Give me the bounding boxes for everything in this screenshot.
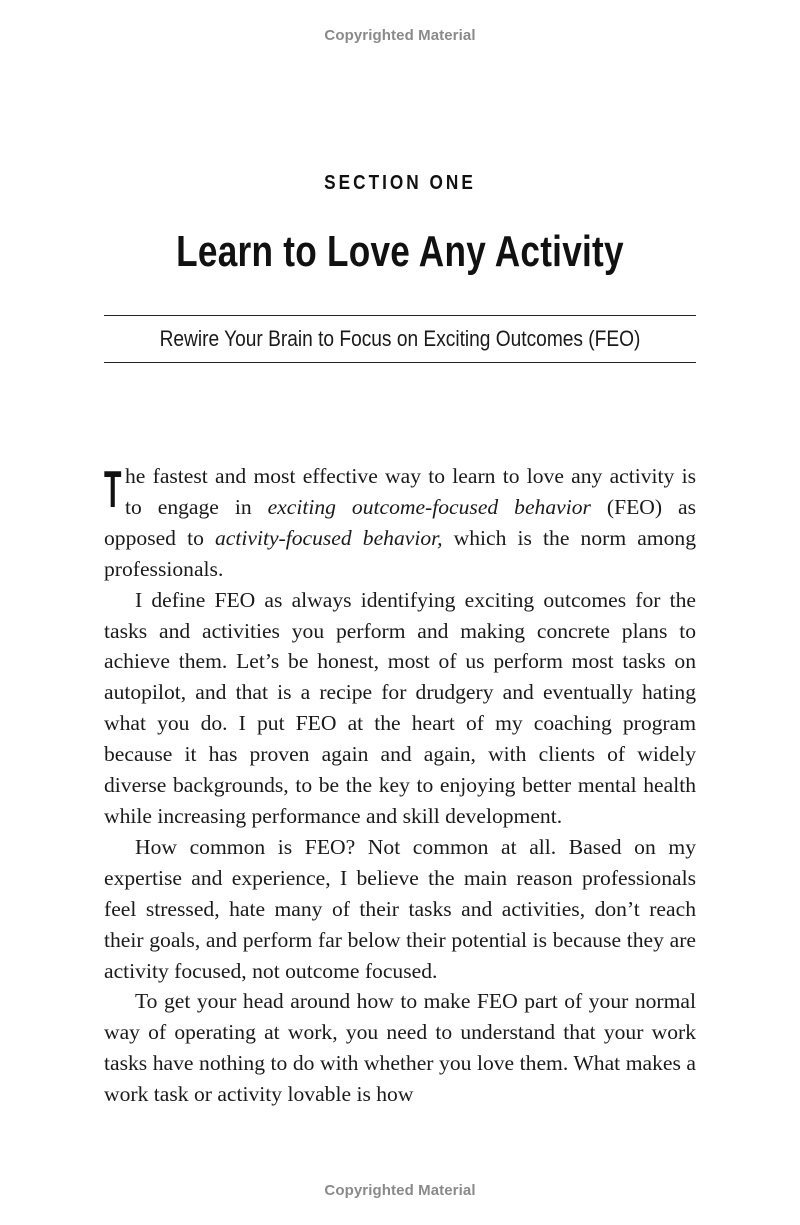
chapter-title: Learn to Love Any Activity [176, 227, 624, 276]
subtitle-rule-top [104, 315, 696, 316]
subtitle-rule-bottom [104, 362, 696, 363]
paragraph-1-emphasis-a: exciting outcome-focused behavior [267, 494, 591, 519]
paragraph-1-text-c: which is the norm among professionals. [104, 525, 696, 581]
paragraph-4: To get your head around how to make FEO part of your normal way of operating at work, you need to understand that your work tasks have nothing to do with whether you love them. What makes a work task or activity lovable is how [104, 989, 696, 1107]
drop-cap: T [104, 461, 122, 519]
paragraph-1 [104, 461, 696, 585]
copyright-watermark-bottom: Copyrighted Material [324, 1182, 476, 1199]
paragraph-1-text-b: (FEO) as opposed to [104, 494, 696, 550]
copyright-watermark-top: Copyrighted Material [324, 27, 476, 44]
chapter-subtitle: Rewire Your Brain to Focus on Exciting Outcomes (FEO) [159, 326, 641, 351]
paragraph-1-emphasis-b: activity-focused behavior, [214, 525, 443, 550]
paragraph-3: How common is FEO? Not common at all. Based on my expertise and experience, I believe the main reason professionals feel stressed, hate many of their tasks and activities, don’t reach their goals, and perform far below their potential is because they are activity focused, not outcome focused. [104, 834, 696, 983]
body-text [104, 461, 696, 1110]
section-label: SECTION ONE [324, 172, 476, 194]
paragraph-1-text-a: he fastest and most effective way to learn to love any activity is to engage in [125, 464, 696, 519]
paragraph-2: I define FEO as always identifying exciting outcomes for the tasks and activities you perform and making concrete plans to achieve them. Let’s be honest, most of us perform most tasks on autopilot, and that is a recipe for drudgery and eventually hating what you do. I put FEO at the heart of my coaching program because it has proven again and again, with clients of widely diverse backgrounds, to be the key to enjoying better mental health while increasing performance and skill development. [104, 587, 696, 828]
